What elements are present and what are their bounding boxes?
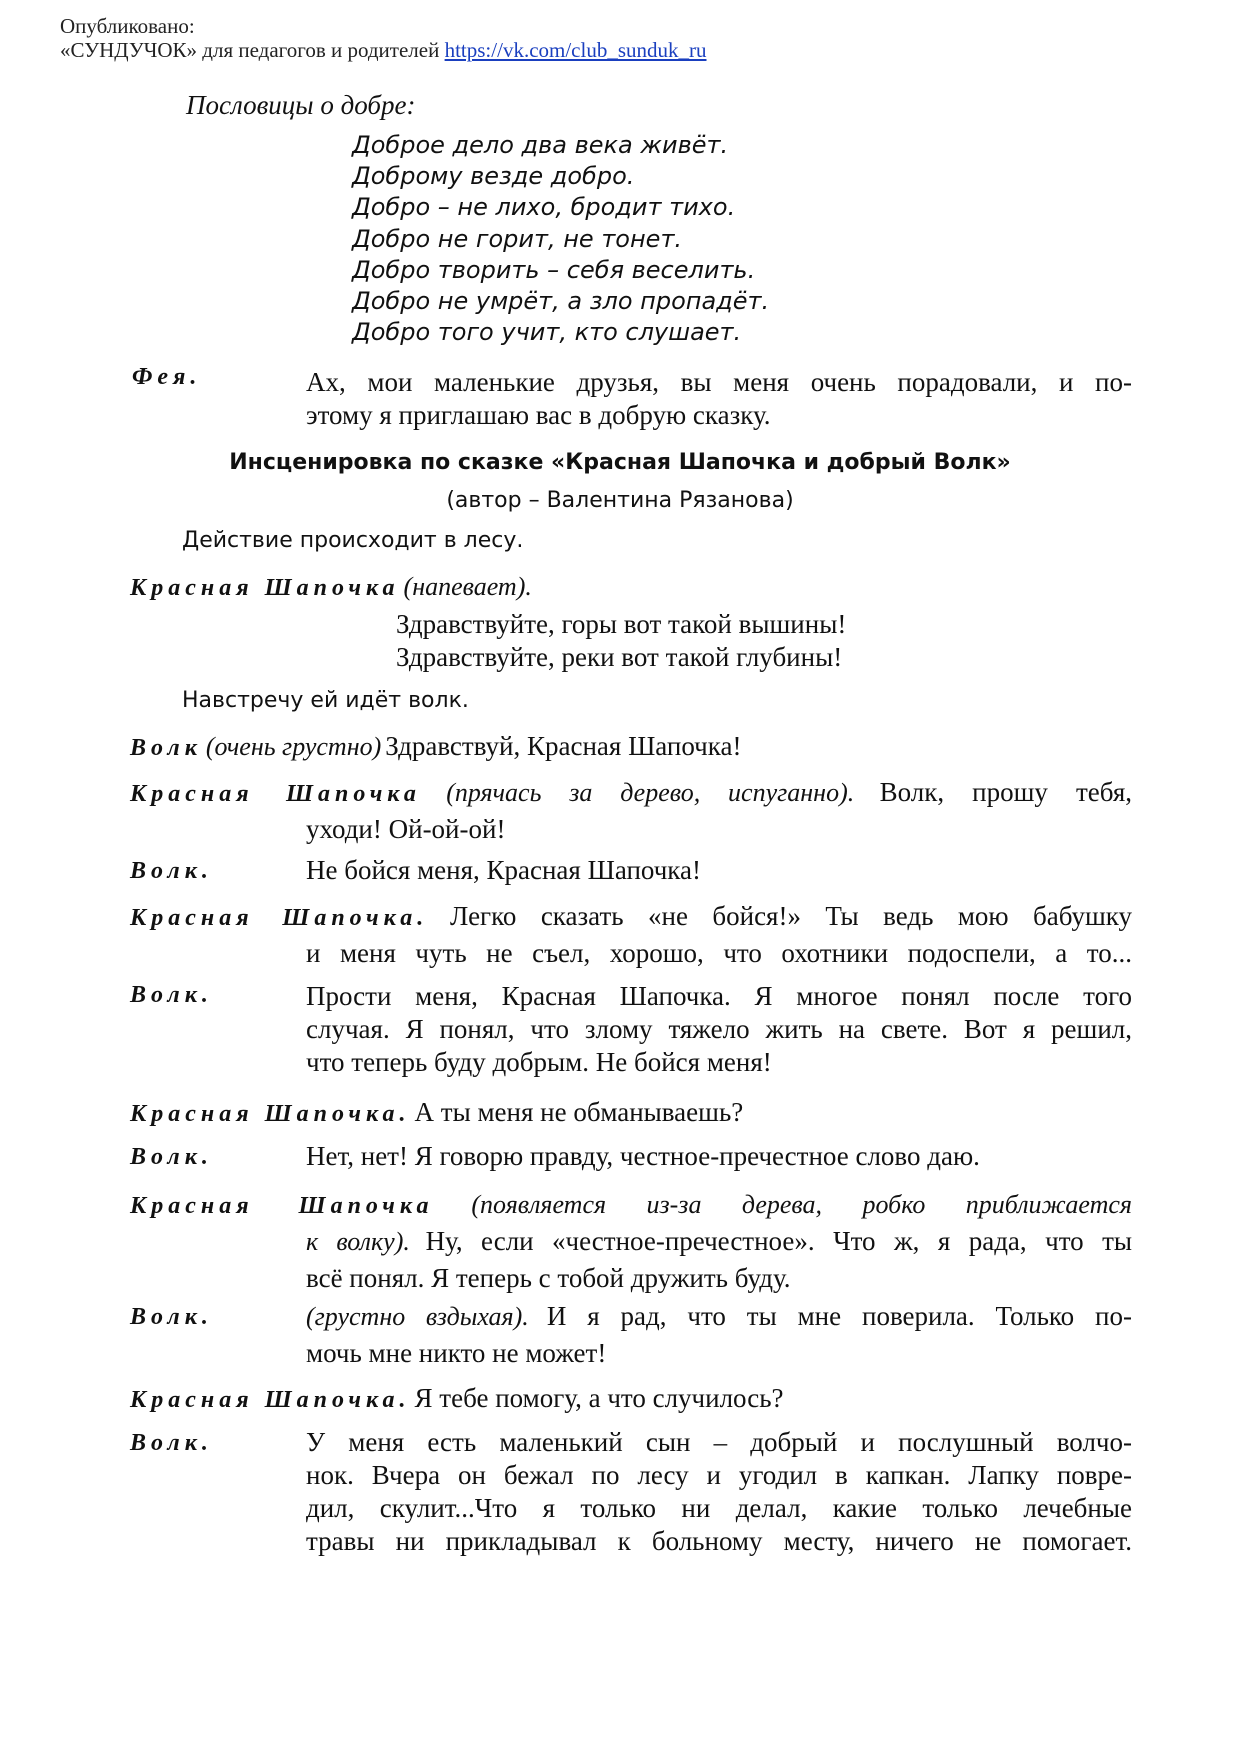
wolf-speech-sigh	[306, 1300, 1132, 1370]
proverbs-title: Пословицы о добре:	[186, 90, 416, 120]
play-author: (автор – Валентина Рязанова)	[446, 488, 794, 513]
speech-line: этому я приглашаю вас в добрую сказку.	[306, 400, 771, 430]
speaker-wolf: Волк.	[130, 858, 213, 884]
wolf-speech-son	[306, 1426, 1132, 1558]
speaker-wolf: Волк.	[130, 1430, 213, 1456]
speech-line: Ах, мои маленькие друзья, вы меня очень порадовали, и по-	[306, 367, 1132, 397]
proverb-item: Добро не умрёт, а зло пропадёт.	[352, 287, 770, 316]
publication-header	[60, 14, 707, 62]
speech-text: Здравствуй, Красная Шапочка!	[385, 731, 742, 761]
speech-text: и меня чуть не съел, хорошо, что охотники подоспели, а то...	[306, 938, 1132, 968]
stage-direction-setting: Действие происходит в лесу.	[182, 528, 524, 553]
speaker-red-riding-hood: Красная Шапочка.	[130, 1387, 411, 1413]
dialogue-rrh-3	[130, 1096, 743, 1129]
play-title: Инсценировка по сказке «Красная Шапочка и добрый Волк»	[229, 450, 1011, 475]
speaker-red-riding-hood: Красная Шапочка.	[130, 905, 429, 931]
proverb-item: Добро творить – себя веселить.	[352, 255, 756, 284]
proverb-item: Доброму везде добро.	[352, 162, 635, 191]
speech-line: У меня есть маленький сын – добрый и послушный волчо-	[306, 1427, 1132, 1457]
speech-text: Волк, прошу тебя,	[879, 777, 1133, 807]
speech-text: А ты меня не обманываешь?	[414, 1097, 744, 1127]
proverb-item: Добро – не лихо, бродит тихо.	[352, 193, 736, 222]
fairy-speech	[306, 366, 1132, 432]
vk-link[interactable]: https://vk.com/club_sunduk_ru	[444, 38, 707, 62]
proverb-item: Доброе дело два века живёт.	[352, 131, 729, 159]
speaker-red-riding-hood: Красная Шапочка.	[130, 1101, 411, 1127]
speech-text: всё понял. Я теперь с тобой дружить буду.	[306, 1263, 791, 1293]
speech-text: Не бойся меня, Красная Шапочка!	[306, 855, 701, 885]
speech-text: Легко сказать «не бойся!» Ты ведь мою бабушку	[449, 901, 1133, 931]
proverbs-list	[352, 130, 769, 348]
stage-direction-meet: Навстречу ей идёт волк.	[182, 688, 469, 713]
dialogue-rrh-1	[130, 776, 1132, 846]
speaker-wolf: Волк	[130, 735, 202, 761]
speech-line: Прости меня, Красная Шапочка. Я многое понял после того	[306, 981, 1132, 1011]
proverb-item: Добро не горит, не тонет.	[352, 224, 683, 253]
publisher-name: «СУНДУЧОК» для педагогов и родителей	[60, 38, 440, 62]
speech-text: мочь мне никто не может!	[306, 1338, 607, 1368]
speech-text: Нет, нет! Я говорю правду, честное-пречестное слово даю.	[306, 1141, 980, 1171]
speech-line: нок. Вчера он бежал по лесу и угодил в капкан. Лапку повре-	[306, 1460, 1132, 1490]
speaker-fairy: Фея.	[132, 364, 202, 390]
speaker-red-riding-hood: Красная Шапочка	[130, 575, 400, 601]
wolf-speech-apology	[306, 980, 1132, 1079]
publisher-line	[60, 38, 707, 62]
proverb-item: Добро того учит, кто слушает.	[352, 318, 742, 347]
speaker-wolf: Волк.	[130, 1144, 213, 1170]
stage-note: (очень грустно)	[205, 732, 382, 761]
stage-note: (появляется из-за дерева, робко приближается	[471, 1190, 1132, 1219]
speech-line: случая. Я понял, что злому тяжело жить на свете. Вот я решил,	[306, 1014, 1132, 1044]
dialogue-wolf-1	[130, 730, 741, 763]
speaker-wolf: Волк.	[130, 982, 213, 1008]
speech-text: И я рад, что ты мне поверила. Только по-	[546, 1301, 1132, 1331]
speech-text: Ну, если «честное-пречестное». Что ж, я рада, что ты	[425, 1226, 1133, 1256]
speaker-wolf: Волк.	[130, 1304, 213, 1330]
song-line-speaker	[130, 572, 532, 602]
speech-line: травы ни прикладывал к больному месту, ничего не помогает.	[306, 1526, 1132, 1556]
song-line: Здравствуйте, реки вот такой глубины!	[396, 642, 843, 672]
song-line: Здравствуйте, горы вот такой вышины!	[396, 609, 847, 639]
dialogue-rrh-4	[130, 1188, 1132, 1295]
stage-note: к волку).	[306, 1227, 410, 1256]
stage-note: (напевает).	[403, 572, 532, 601]
speech-text: уходи! Ой-ой-ой!	[306, 814, 506, 844]
stage-note: (прячась за дерево, испуганно).	[446, 778, 855, 807]
speech-line: что теперь буду добрым. Не бойся меня!	[306, 1047, 772, 1077]
speaker-red-riding-hood: Красная Шапочка	[130, 1193, 434, 1219]
dialogue-rrh-2	[130, 900, 1132, 970]
published-label: Опубликовано:	[60, 14, 195, 38]
stage-note: (грустно вздыхая).	[306, 1302, 529, 1331]
speech-line: дил, скулит...Что я только ни делал, какие только лечебные	[306, 1493, 1132, 1523]
dialogue-rrh-5	[130, 1382, 784, 1415]
speech-text: Я тебе помогу, а что случилось?	[414, 1383, 784, 1413]
speaker-red-riding-hood: Красная Шапочка	[130, 781, 421, 807]
song-lyrics	[396, 608, 846, 674]
